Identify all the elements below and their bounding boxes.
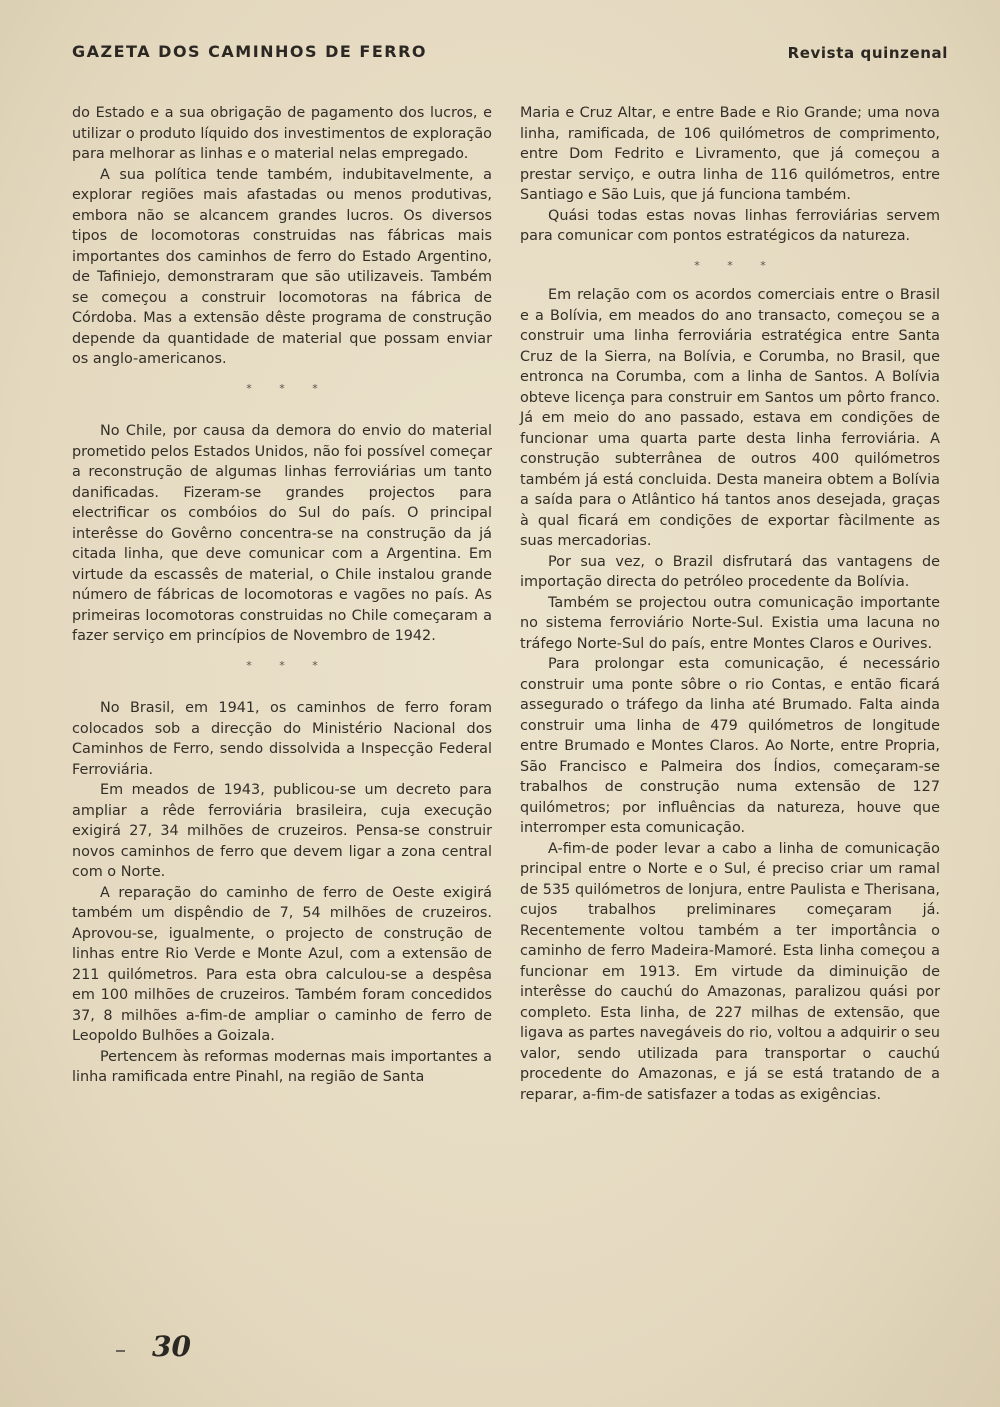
paragraph: Em relação com os acordos comerciais entre o Brasil e a Bolívia, em meados do ano transacto, começou se a construir uma linha ferroviária estratégica entre Santa Cruz de la Sierra, na Bolívia, e Corumba, no Brasil, que entronca na Corumba, com a linha de Santos. A Bolívia obteve licença para construir em Santos um pôrto franco. Já em meio do ano passado, estava em condições de funcionar uma quarta parte desta linha ferroviária. A construção subterrânea de outros 400 quilómetros também já está concluida. Desta maneira obtem a Bolívia a saída para o Atlântico há tantos anos desejada, graças à qual ficará em condições de exportar fàcilmente as suas mercadorias. [520,287,940,549]
paragraph: Por sua vez, o Brazil disfrutará das vantagens de importação directa do petróleo procedente da Bolívia. [520,553,940,590]
paragraph: Quási todas estas novas linhas ferroviárias servem para comunicar com pontos estratégicos da natureza. [520,207,940,244]
journal-title: GAZETA DOS CAMINHOS DE FERRO [72,42,428,61]
right-column [520,103,940,1105]
paragraph: Maria e Cruz Altar, e entre Bade e Rio Grande; uma nova linha, ramificada, de 106 quilómetros de comprimento, entre Dom Fedrito e Livramento, que já começou a prestar serviço, e outra linha de 116 quilómetros, entre Santiago e São Luis, que já funciona também. [520,105,940,203]
section-separator: * * * [246,658,330,672]
dash-mark [116,1350,125,1352]
paragraph: A sua política tende também, indubitavelmente, a explorar regiões mais afastadas ou menos produtivas, embora não se alcancem grandes lucros. Os diversos tipos de locomotoras construidas nas fábricas mais importantes dos caminhos de ferro do Estado Argentino, de Tafiniejo, demonstraram que são utilizaveis. Também se começou a construir locomotoras na fábrica de Córdoba. Mas a extensão dêste programa de construção depende da quantidade de material que possam enviar os anglo-americanos. [72,166,492,367]
paragraph: A reparação do caminho de ferro de Oeste exigirá também um dispêndio de 7, 54 milhões de cruzeiros. Aprovou-se, igualmente, o projecto de construção de linhas entre Rio Verde e Monte Azul, com a extensão de 211 quilómetros. Para esta obra calculou-se a despêsa em 100 milhões de cruzeiros. Também foram concedidos 37, 8 milhões a-fim-de ampliar o caminho de ferro de Leopoldo Bulhões a Goizala. [72,884,492,1044]
paragraph: A-fim-de poder levar a cabo a linha de comunicação principal entre o Norte e o Sul, é preciso criar um ramal de 535 quilómetros de lonjura, entre Paulista e Therisana, cujos trabalhos preliminares começaram já. Recentemente voltou também a ter importância o caminho de ferro Madeira-Mamoré. Esta linha começou a funcionar em 1913. Em virtude da diminuição de interêsse do cauchú do Amazonas, paralizou quási por completo. Esta linha, de 227 milhas de extensão, que ligava as partes navegáveis do rio, voltou a adquirir o seu valor, sendo utilizada para transportar o cauchú procedente do Amazonas, e já se está tratando de a reparar, a-fim-de satisfazer a todas as exigências. [520,840,940,1103]
journal-subtitle: Revista quinzenal [787,44,948,62]
paragraph: Para prolongar esta comunicação, é necessário construir uma ponte sôbre o rio Contas, e então ficará assegurado o tráfego da linha até Brumado. Falta ainda construir uma linha de 479 quilómetros de longitude entre Brumado e Montes Claros. Ao Norte, entre Propria, São Francisco e Palmeira dos Índios, começaram-se trabalhos de construção numa extensão de 127 quilómetros; por influências da natureza, houve que interromper esta comunicação. [520,656,940,836]
paragraph: Em meados de 1943, publicou-se um decreto para ampliar a rêde ferroviária brasileira, cuja execução exigirá 27, 34 milhões de cruzeiros. Pensa-se construir novos caminhos de ferro que devem ligar a zona central com o Norte. [72,782,492,880]
section-separator: * * * [694,258,778,272]
paragraph: Pertencem às reformas modernas mais importantes a linha ramificada entre Pinahl, na região de Santa [72,1048,492,1085]
paragraph: No Chile, por causa da demora do envio do material prometido pelos Estados Unidos, não foi possível começar a reconstrução de algumas linhas ferroviárias um tanto danificadas. Fizeram-se grandes projectos para electrificar os combóios do Sul do país. O principal interêsse do Govêrno concentra-se na construção da já citada linha, que deve comunicar com a Argentina. Em virtude da escassês de material, o Chile instalou grande número de fábricas de locomotoras e vagões no país. As primeiras locomotoras construidas no Chile começaram a fazer serviço em princípios de Novembro de 1942. [72,423,492,644]
left-column [72,103,492,1088]
paragraph: Também se projectou outra comunicação importante no sistema ferroviário Norte-Sul. Existia uma lacuna no tráfego Norte-Sul do país, entre Montes Claros e Ourives. [520,594,940,652]
paragraph: No Brasil, em 1941, os caminhos de ferro foram colocados sob a direcção do Ministério Nacional dos Caminhos de Ferro, sendo dissolvida a Inspecção Federal Ferroviária. [72,700,492,778]
section-separator: * * * [246,381,330,395]
page-number: 30 [152,1330,191,1363]
paragraph: do Estado e a sua obrigação de pagamento dos lucros, e utilizar o produto líquido dos investimentos de exploração para melhorar as linhas e o material nelas empregado. [72,105,492,162]
